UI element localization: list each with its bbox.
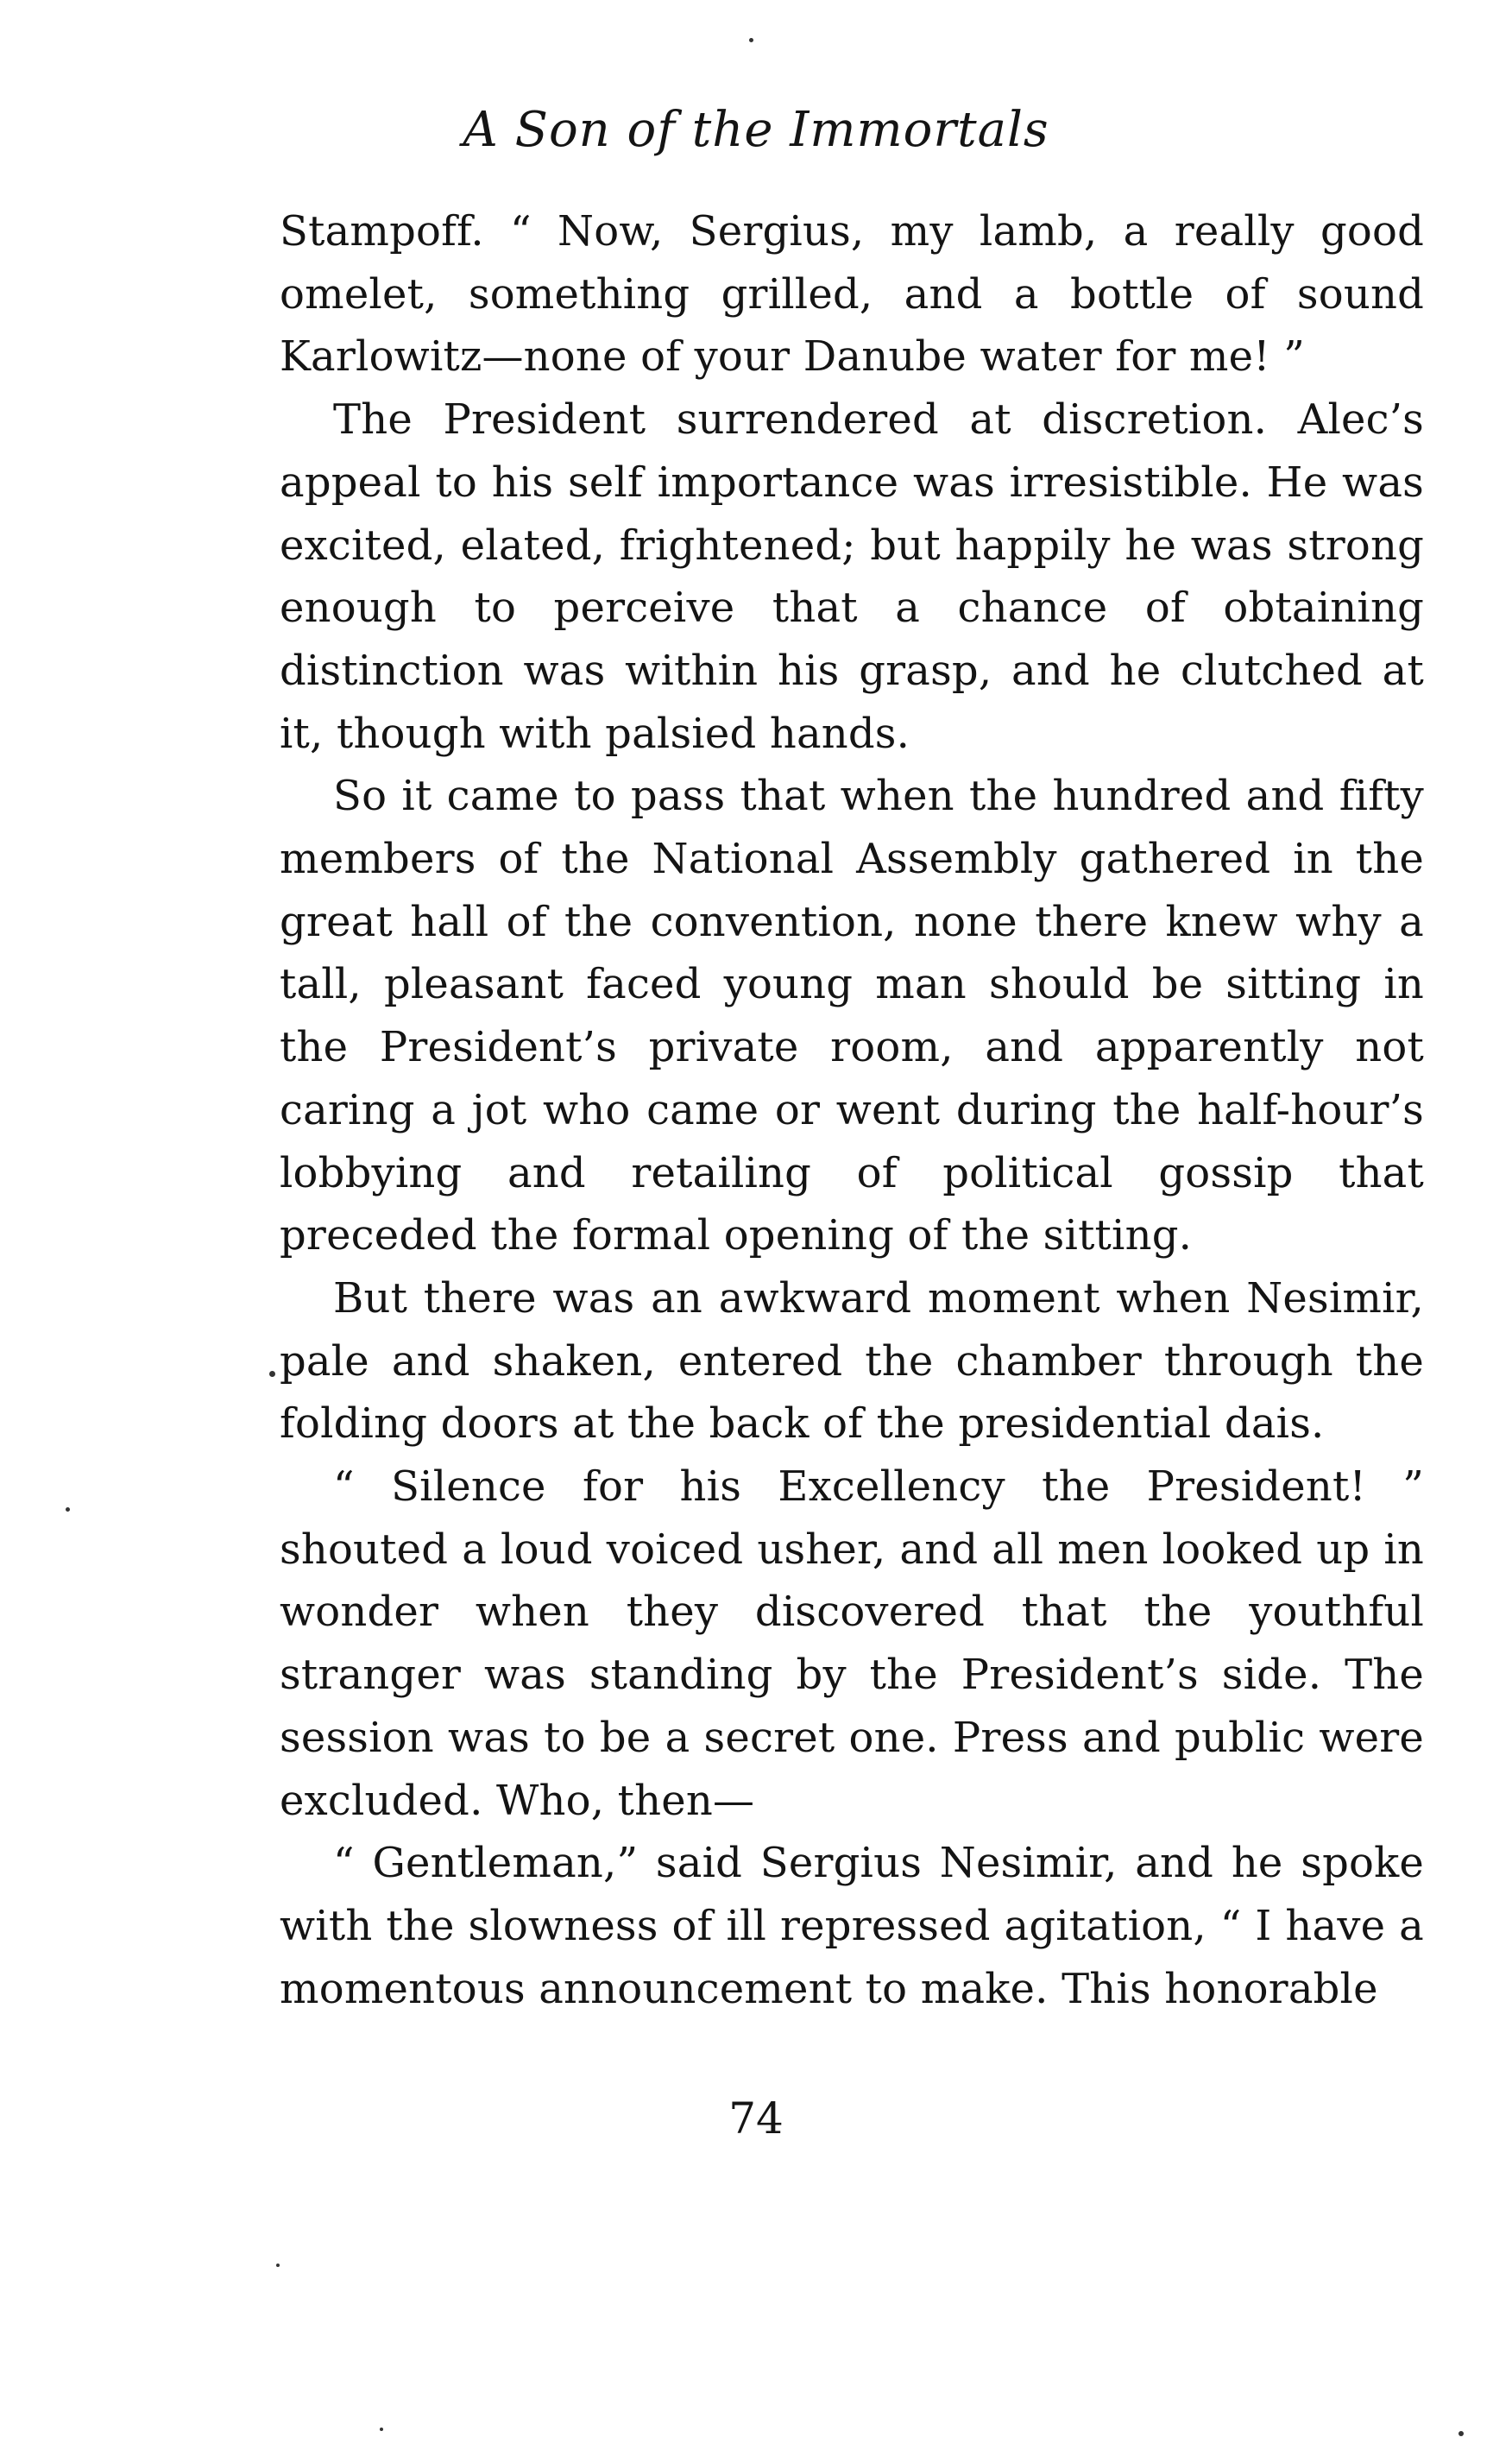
paper-speck (66, 1507, 70, 1512)
paper-speck (1458, 2431, 1464, 2436)
paragraph: “ Silence for his Excellency the President! ” shouted a loud voiced usher, and all men looked up in wonder when they discovered that the youthful stranger was standing by the President’s side. The session was to be a secret one. Press and public were excluded. Who, then— (280, 1462, 1424, 1825)
paper-speck (380, 2428, 383, 2431)
paragraph: “ Gentleman,” said Sergius Nesimir, and he spoke with the slowness of ill repressed agitation, “ I have a momentous announcement to make. This honorable (280, 1839, 1424, 2013)
body-text (280, 200, 1424, 2020)
paper-speck (276, 2264, 280, 2267)
paragraph: So it came to pass that when the hundred and fifty members of the National Assembly gathered in the great hall of the convention, none there knew why a tall, pleasant faced young man should be sitting in the President’s private room, and apparently not caring a jot who came or went during the half-hour’s lobbying and retailing of political gossip that preceded the formal opening of the sitting. (280, 772, 1424, 1260)
paragraph: The President surrendered at discretion. Alec’s appeal to his self importance was irresistible. He was excited, elated, frightened; but happily he was strong enough to perceive that a chance of obtaining distinction was within his grasp, and he clutched at it, though with palsied hands. (280, 395, 1424, 758)
paper-speck (749, 38, 753, 42)
page-number: 74 (728, 2093, 784, 2144)
running-head: A Son of the Immortals (463, 102, 1049, 158)
paper-speck (269, 1371, 275, 1377)
paragraph-continued: Stampoff. “ Now, Sergius, my lamb, a really good omelet, something grilled, and a bottle of sound Karlowitz—none of your Danube water for me! ” (280, 207, 1424, 382)
paragraph: But there was an awkward moment when Nesimir, pale and shaken, entered the chamber through the folding doors at the back of the presidential dais. (280, 1273, 1424, 1449)
